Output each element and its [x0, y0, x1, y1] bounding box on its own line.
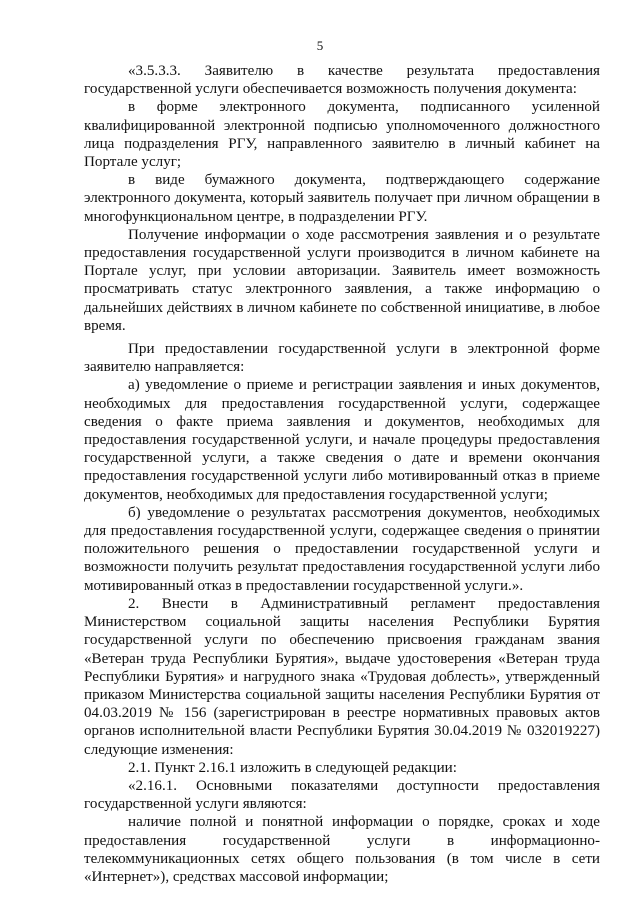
paragraph-item-2: 2. Внести в Административный регламент предоставления Министерством социальной защиты населения Республики Бурятия государственной услуги по обеспечению присвоения гражданам звания «Ветеран труда Республики Бурятия», выдаче удостоверения «Ветеран труда Республики Бурятия» и нагрудного знака «Трудовая доблесть», утвержденный приказом Министерства социальной защиты населения Республики Бурятия от 04.03.2019 № 156 (зарегистрирован в реестре нормативных правовых актов органов исполнительной власти Республики Бурятия 30.04.2019 № 032019227) следующие изменения: — [84, 595, 600, 758]
paragraph-notification-b: б) уведомление о результатах рассмотрения документов, необходимых для предоставления государственной услуги, содержащее сведения о принятии положительного решения о предоставлении государственной услуги и возможности получить результат предоставления государственной услуги либо мотивированный отказ в предоставлении государственной услуги.». — [84, 504, 600, 594]
paragraph-notifications-intro: При предоставлении государственной услуги в электронной форме заявителю направляется: — [84, 341, 600, 376]
paragraph-3-5-3-3: «3.5.3.3. Заявителю в качестве результата предоставления государственной услуги обеспечивается возможность получения документа: — [84, 63, 600, 98]
paragraph-2-16-1: «2.16.1. Основными показателями доступности предоставления государственной услуги являются: — [84, 777, 600, 813]
paragraph-notification-a: а) уведомление о приеме и регистрации заявления и иных документов, необходимых для предоставления государственной услуги, содержащее сведения о факте приема заявления и документов, необходимых для предоставления государственной услуги, и начале процедуры предоставления государственной услуги, а также сведения о дате и времени окончания предоставления государственной услуги либо мотивированный отказ в приеме документов, необходимых для предоставления государственной услуги; — [84, 377, 600, 503]
paragraph-availability-info: наличие полной и понятной информации о порядке, сроках и ходе предоставления государственной услуги в информационно-телекоммуникационных сетях общего пользования (в том числе в сети «Интернет»), средствах массовой информации; — [84, 814, 600, 885]
paragraph-status-info: Получение информации о ходе рассмотрения заявления и о результате предоставления государственной услуги производится в личном кабинете на Портале услуг, при условии авторизации. Заявитель имеет возможность просматривать статус электронного заявления, а также информацию о дальнейших действиях в личном кабинете по собственной инициативе, в любое время. — [84, 226, 600, 334]
paragraph-item-2-1: 2.1. Пункт 2.16.1 изложить в следующей редакции: — [128, 759, 457, 776]
paragraph-electronic-document: в форме электронного документа, подписанного усиленной квалифицированной электронной подписью уполномоченного должностного лица подразделения РГУ, направленного заявителю в личный кабинет на Портале услуг; — [84, 99, 600, 171]
page-number: 5 — [316, 38, 324, 53]
document-body — [84, 62, 600, 886]
paragraph-paper-document: в виде бумажного документа, подтверждающего содержание электронного документа, который заявитель получает при личном обращении в многофункциональном центре, в подразделении РГУ. — [84, 172, 600, 225]
